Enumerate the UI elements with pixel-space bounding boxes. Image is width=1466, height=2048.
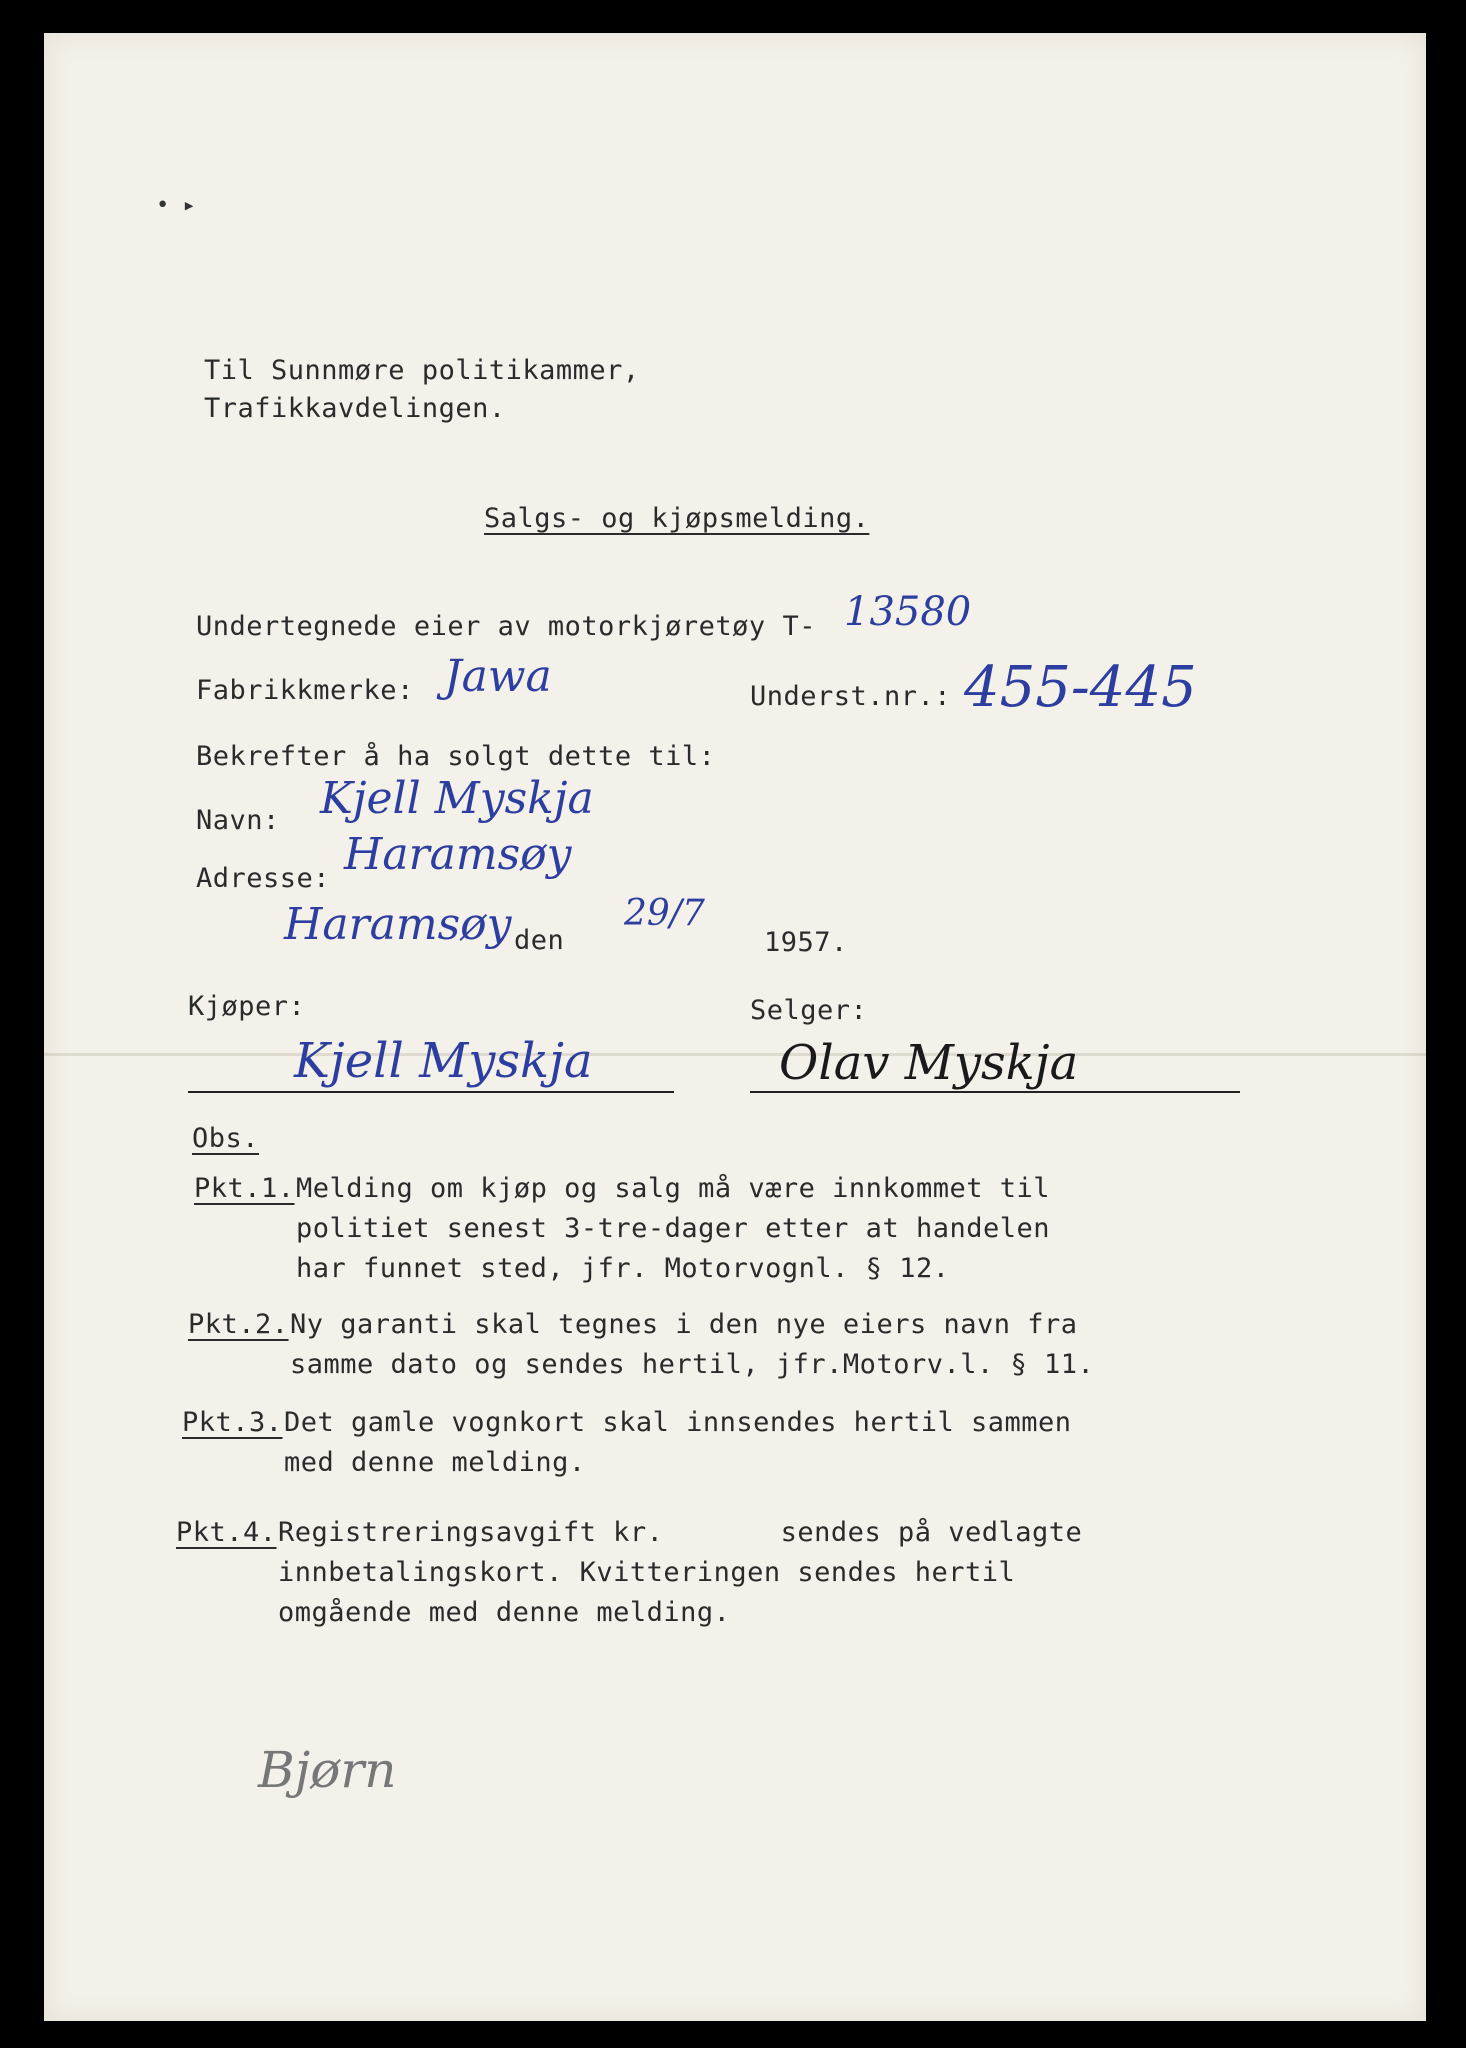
buyer-signature: Kjell Myskja <box>294 1033 593 1089</box>
date-value: 29/7 <box>624 893 705 934</box>
point-4-line-2: innbetalingskort. Kvitteringen sendes hertil <box>278 1557 1016 1588</box>
seller-label: Selger: <box>750 995 868 1026</box>
point-4-label: Pkt.4. <box>176 1517 277 1548</box>
document-title: Salgs- og kjøpsmelding. <box>484 503 870 534</box>
addressee-line2: Trafikkavdelingen. <box>204 393 506 424</box>
point-1-line-1: Melding om kjøp og salg må være innkommet til <box>296 1173 1050 1204</box>
fold-line <box>44 1053 1426 1056</box>
point-3-line-1: Det gamle vognkort skal innsendes hertil sammen <box>284 1407 1072 1438</box>
place-value: Haramsøy <box>284 899 512 950</box>
make-label: Fabrikkmerke: <box>196 675 414 706</box>
initials: Bjørn <box>258 1741 397 1799</box>
document-page <box>44 33 1426 2021</box>
point-3-line-2: med denne melding. <box>284 1447 586 1478</box>
seller-signature: Olav Myskja <box>779 1035 1079 1091</box>
seller-signature-line <box>750 1091 1240 1093</box>
addressee-line1: Til Sunnmøre politikammer, <box>204 355 640 386</box>
address-label: Adresse: <box>196 863 331 894</box>
buyer-signature-line <box>188 1091 674 1093</box>
confirm-label: Bekrefter å ha solgt dette til: <box>196 741 716 772</box>
owner-value: 13580 <box>844 589 972 635</box>
point-1-line-3: har funnet sted, jfr. Motorvognl. § 12. <box>296 1253 950 1284</box>
make-value: Jawa <box>444 651 552 702</box>
corner-marks: • ▸ <box>156 193 196 218</box>
owner-label: Undertegnede eier av motorkjøretøy T- <box>196 611 816 642</box>
address-value: Haramsøy <box>344 829 572 880</box>
point-2-label: Pkt.2. <box>188 1309 289 1340</box>
point-2-line-1: Ny garanti skal tegnes i den nye eiers navn fra <box>290 1309 1078 1340</box>
name-value: Kjell Myskja <box>320 773 594 824</box>
point-3-label: Pkt.3. <box>182 1407 283 1438</box>
point-4-line-1: Registreringsavgift kr. sendes på vedlagte <box>278 1517 1083 1548</box>
point-4-line-3: omgående med denne melding. <box>278 1597 731 1628</box>
point-1-label: Pkt.1. <box>194 1173 295 1204</box>
understell-label: Underst.nr.: <box>750 681 952 712</box>
obs-heading: Obs. <box>192 1123 260 1154</box>
den-label: den <box>514 925 565 956</box>
year-label: 1957. <box>764 927 848 958</box>
understell-value: 455-445 <box>964 655 1197 720</box>
name-label: Navn: <box>196 805 280 836</box>
point-1-line-2: politiet senest 3-tre-dager etter at handelen <box>296 1213 1050 1244</box>
buyer-label: Kjøper: <box>188 991 306 1022</box>
point-2-line-2: samme dato og sendes hertil, jfr.Motorv.l. § 11. <box>290 1349 1095 1380</box>
